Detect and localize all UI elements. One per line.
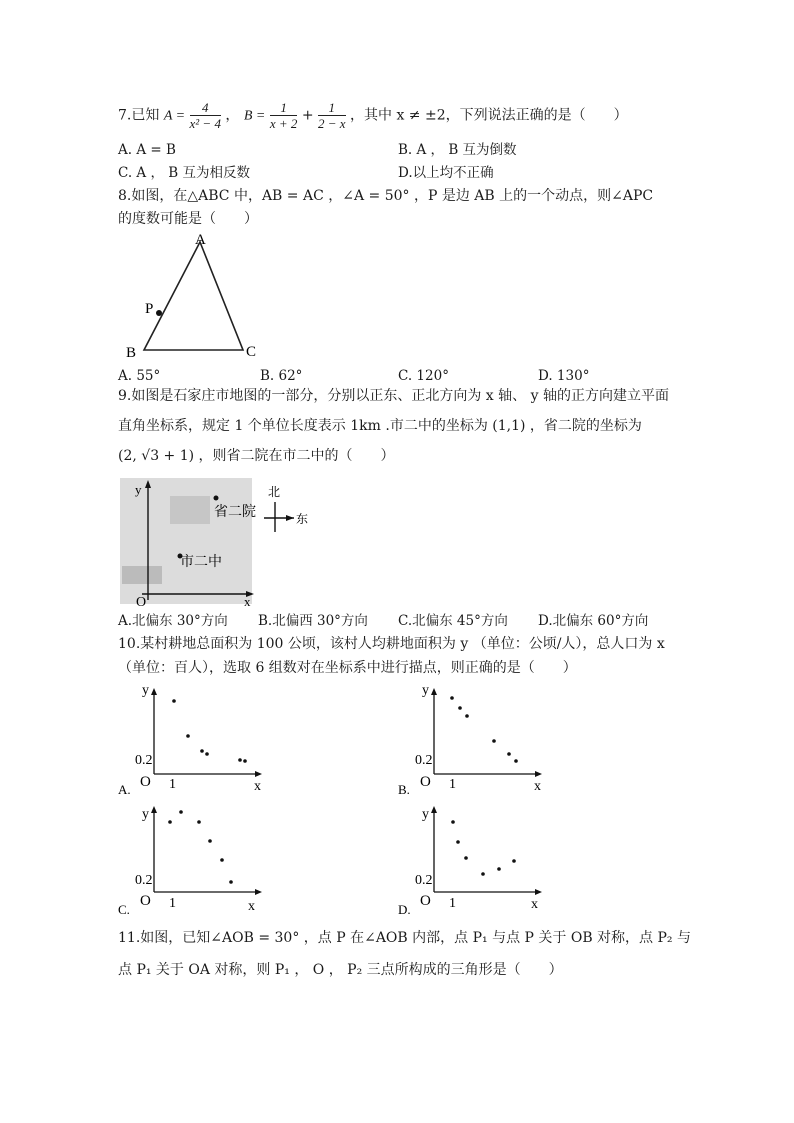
q10-graph-a <box>118 680 278 800</box>
q9-option-d[interactable]: D.北偏东 60°方向 <box>538 613 649 629</box>
map-gray-area <box>170 496 210 524</box>
graph-d-label[interactable]: D. <box>398 902 411 917</box>
graph-a-ytick: 0.2 <box>135 753 153 768</box>
graph-a-label[interactable]: A. <box>118 782 131 797</box>
q8-option-a[interactable]: A. 55° <box>118 368 161 384</box>
label-p: P <box>145 301 154 317</box>
graph-a-y: y <box>142 683 149 698</box>
map-gray-block <box>122 566 162 584</box>
q7-b2-numerator: 1 <box>318 100 346 116</box>
q10-graph-c <box>118 800 278 920</box>
q10-stem-line1: 10.某村耕地总面积为 100 公顷，该村人均耕地面积为 y （单位：公顷/人），总人口为 x <box>118 636 665 652</box>
graph-a-x: x <box>254 779 261 794</box>
q7-plus: + <box>301 107 314 124</box>
map-origin-label: O <box>136 595 147 610</box>
graph-c-ytick: 0.2 <box>135 873 153 888</box>
graph-c-y: y <box>142 807 149 822</box>
q7-condition: ，其中 x ≠ ±2，下列说法正确的是（ ） <box>350 107 628 124</box>
graph-d-ytick: 0.2 <box>415 873 433 888</box>
q8-stem-line2: 的度数可能是（ ） <box>118 211 258 227</box>
q7-a-fraction <box>190 100 221 131</box>
graph-c-label[interactable]: C. <box>118 902 130 917</box>
q7-option-c[interactable]: C. A ， B 互为相反数 <box>118 165 250 181</box>
q7-a-denominator: x² − 4 <box>189 116 221 131</box>
q7-a-eq: A = <box>163 108 186 124</box>
q7-b-eq: B = <box>243 108 266 124</box>
q11-stem-line2: 点 P₁ 关于 OA 对称，则 P₁ ， O ， P₂ 三点所构成的三角形是（ ） <box>118 962 563 978</box>
q7-a-numerator: 4 <box>190 100 221 116</box>
q10-graph-d <box>398 800 558 920</box>
graph-a-o: O <box>140 774 151 790</box>
q7-b2-fraction <box>318 100 346 131</box>
graph-b-x: x <box>534 779 541 794</box>
compass-east-label: 东 <box>296 512 309 526</box>
graph-a-one: 1 <box>169 777 176 792</box>
graph-b-ytick: 0.2 <box>415 753 433 768</box>
q7-stem <box>118 100 628 131</box>
q9-option-c[interactable]: C.北偏东 45°方向 <box>398 613 508 629</box>
q7-prefix: 7.已知 <box>118 107 160 124</box>
q9-map-figure <box>118 476 318 610</box>
graph-b-one: 1 <box>449 777 456 792</box>
q7-option-d[interactable]: D.以上均不正确 <box>398 165 494 181</box>
q9-option-b[interactable]: B.北偏西 30°方向 <box>258 613 368 629</box>
q7-b1-denominator: x + 2 <box>269 116 298 131</box>
q8-triangle-figure <box>118 230 278 365</box>
compass-north-label: 北 <box>268 485 281 499</box>
q7-option-b[interactable]: B. A ， B 互为倒数 <box>398 142 517 158</box>
graph-d-y: y <box>422 807 429 822</box>
compass-east-arrow <box>286 515 294 521</box>
graph-c-o: O <box>140 893 151 909</box>
graph-b-label[interactable]: B. <box>398 782 410 797</box>
graph-c-one: 1 <box>169 896 176 911</box>
q7-b1-numerator: 1 <box>270 100 298 116</box>
graph-d-o: O <box>420 893 431 909</box>
q7-b2-denominator: 2 − x <box>318 116 346 131</box>
q8-option-b[interactable]: B. 62° <box>260 368 303 384</box>
q11-stem-line1: 11.如图，已知∠AOB = 30° ，点 P 在∠AOB 内部，点 P₁ 与点 P 关于 OB 对称，点 P₂ 与 <box>118 930 691 946</box>
q8-option-d[interactable]: D. 130° <box>538 368 590 384</box>
q9-stem-line2: 直角坐标系，规定 1 个单位长度表示 1km .市二中的坐标为 (1,1) ，省二院的坐标为 <box>118 418 642 434</box>
map-y-label: y <box>135 482 142 497</box>
q8-stem-line1: 8.如图，在△ABC 中，AB = AC ，∠A = 50° ，P 是边 AB 上的一个动点，则∠APC <box>118 188 654 204</box>
q7-sep: ， <box>225 107 240 124</box>
graph-c-x: x <box>248 899 255 914</box>
graph-d-one: 1 <box>449 896 456 911</box>
label-c: C <box>246 344 257 360</box>
graph-b-o: O <box>420 774 431 790</box>
map-x-label: x <box>244 594 251 609</box>
graph-b-y: y <box>422 683 429 698</box>
q7-b1-fraction <box>270 100 298 131</box>
q8-option-c[interactable]: C. 120° <box>398 368 449 384</box>
hospital-label: 省二院 <box>214 505 256 520</box>
school-label: 市二中 <box>180 555 222 570</box>
q9-option-a[interactable]: A.北偏东 30°方向 <box>118 613 228 629</box>
q10-graph-b <box>398 680 558 800</box>
triangle-abc <box>144 242 243 350</box>
label-a: A <box>195 232 206 248</box>
hospital-marker <box>214 496 219 501</box>
q10-stem-line2: （单位：百人），选取 6 组数对在坐标系中进行描点，则正确的是（ ） <box>118 660 577 676</box>
q9-stem-line1: 9.如图是石家庄市地图的一部分，分别以正东、正北方向为 x 轴、 y 轴的正方向建立平面 <box>118 388 669 404</box>
label-b: B <box>126 345 137 361</box>
q9-stem-line3: (2, √3 + 1) ，则省二院在市二中的（ ） <box>118 448 395 464</box>
map-y-arrow <box>145 480 151 488</box>
graph-d-x: x <box>531 897 538 912</box>
q7-option-a[interactable]: A. A = B <box>118 142 176 158</box>
point-p <box>156 310 162 316</box>
